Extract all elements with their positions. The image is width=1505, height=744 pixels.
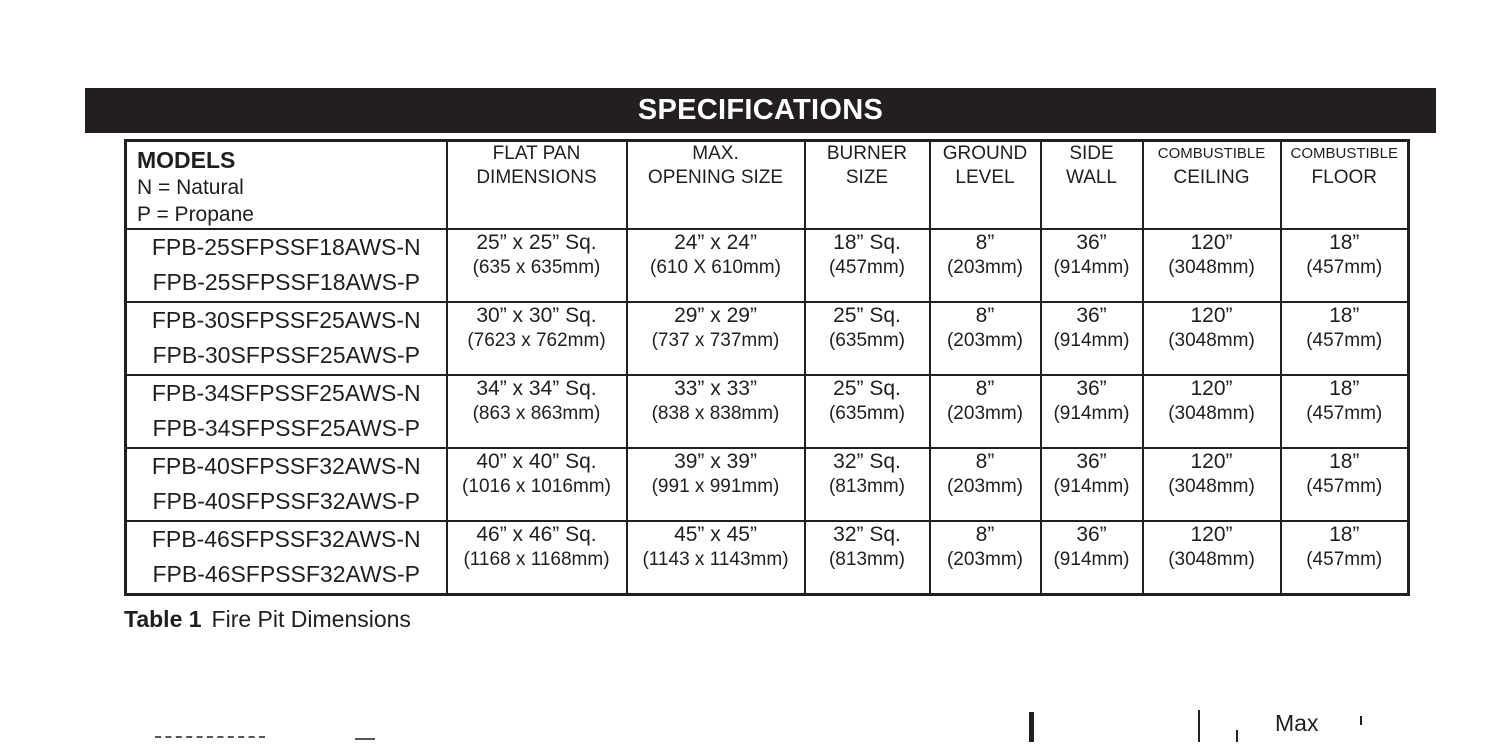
- cropped-text-fragment: [355, 738, 375, 744]
- cell-ground-level: [930, 375, 1041, 448]
- cell-flat-pan: [447, 229, 627, 302]
- cell-combustible-ceiling: [1143, 229, 1281, 302]
- cell-metric-value: (1016 x 1016mm): [462, 476, 611, 497]
- cell-flat-pan: [447, 302, 627, 375]
- cell-metric-value: (914mm): [1053, 403, 1130, 424]
- cell-metric-value: (838 x 838mm): [651, 403, 780, 424]
- model-propane: FPB-46SFPSSF32AWS-P: [152, 561, 421, 587]
- cell-opening-size: [627, 448, 805, 521]
- cell-imperial-value: 120”: [1190, 304, 1233, 327]
- cell-metric-value: (914mm): [1053, 330, 1130, 351]
- cell-side-wall: [1041, 448, 1143, 521]
- cell-metric-value: (457mm): [1306, 549, 1383, 570]
- cell-flat-pan: [447, 521, 627, 594]
- cell-imperial-value: 25” x 25” Sq.: [476, 231, 597, 254]
- column-header-line1: BURNER: [826, 143, 908, 164]
- models-header-title: MODELS: [137, 147, 236, 173]
- cell-ground-level: [930, 229, 1041, 302]
- cell-imperial-value: 24” x 24”: [674, 231, 757, 254]
- column-header-combustible-ceiling: [1143, 141, 1281, 230]
- cell-ground-level: [930, 521, 1041, 594]
- cell-burner-size: [805, 448, 930, 521]
- specifications-table: [124, 139, 1410, 596]
- model-cell: [126, 302, 447, 375]
- cell-metric-value: (1143 x 1143mm): [642, 549, 789, 570]
- cell-metric-value: (914mm): [1053, 476, 1130, 497]
- cell-metric-value: (635mm): [828, 403, 905, 424]
- cell-imperial-value: 25” Sq.: [833, 377, 901, 400]
- cell-imperial-value: 8”: [975, 231, 995, 254]
- model-natural: FPB-40SFPSSF32AWS-N: [151, 453, 421, 479]
- cell-metric-value: (3048mm): [1168, 549, 1255, 570]
- model-cell: [126, 448, 447, 521]
- cell-imperial-value: 40” x 40” Sq.: [476, 450, 597, 473]
- column-header-ground-level: [930, 141, 1041, 230]
- cell-metric-value: (7623 x 762mm): [467, 330, 606, 351]
- specifications-banner: [85, 88, 1436, 133]
- cell-opening-size: [627, 521, 805, 594]
- cell-side-wall: [1041, 375, 1143, 448]
- column-header-line1: COMBUSTIBLE: [1157, 145, 1266, 162]
- cell-imperial-value: 36”: [1076, 450, 1107, 473]
- cell-side-wall: [1041, 229, 1143, 302]
- cell-combustible-floor: [1281, 448, 1409, 521]
- cell-combustible-ceiling: [1143, 448, 1281, 521]
- cell-imperial-value: 36”: [1076, 231, 1107, 254]
- column-header-line2: CEILING: [1173, 167, 1250, 188]
- cell-metric-value: (457mm): [828, 257, 905, 278]
- cell-imperial-value: 25” Sq.: [833, 304, 901, 327]
- cell-metric-value: (457mm): [1306, 476, 1383, 497]
- cell-imperial-value: 120”: [1190, 523, 1233, 546]
- cell-ground-level: [930, 448, 1041, 521]
- cell-metric-value: (991 x 991mm): [651, 476, 780, 497]
- cell-metric-value: (457mm): [1306, 403, 1383, 424]
- model-natural: FPB-46SFPSSF32AWS-N: [151, 526, 421, 552]
- cell-combustible-floor: [1281, 375, 1409, 448]
- cell-metric-value: (203mm): [946, 403, 1023, 424]
- cell-imperial-value: 18”: [1329, 450, 1360, 473]
- column-header-line1: SIDE: [1069, 143, 1114, 164]
- table-caption-text: Fire Pit Dimensions: [211, 606, 411, 632]
- model-propane: FPB-34SFPSSF25AWS-P: [152, 415, 421, 441]
- cell-imperial-value: 18”: [1329, 523, 1360, 546]
- cell-flat-pan: [447, 375, 627, 448]
- model-propane: FPB-30SFPSSF25AWS-P: [152, 342, 421, 368]
- column-header-line1: COMBUSTIBLE: [1290, 145, 1399, 162]
- cell-metric-value: (635mm): [828, 330, 905, 351]
- column-header-line2: WALL: [1065, 167, 1118, 188]
- cell-imperial-value: 32” Sq.: [833, 450, 901, 473]
- cell-side-wall: [1041, 521, 1143, 594]
- column-header-flat-pan: [447, 141, 627, 230]
- cell-opening-size: [627, 302, 805, 375]
- table-caption: [124, 606, 411, 633]
- cell-combustible-ceiling: [1143, 375, 1281, 448]
- column-header-line2: FLOOR: [1311, 167, 1377, 188]
- cell-imperial-value: 18”: [1329, 304, 1360, 327]
- table-row: [126, 521, 1409, 594]
- model-natural: FPB-30SFPSSF25AWS-N: [151, 307, 421, 333]
- cell-metric-value: (203mm): [946, 330, 1023, 351]
- column-header-line1: FLAT PAN: [492, 143, 581, 164]
- cell-metric-value: (3048mm): [1168, 403, 1255, 424]
- models-header-natural: N = Natural: [137, 176, 244, 199]
- column-header-line1: MAX.: [692, 143, 739, 164]
- cell-imperial-value: 18”: [1329, 377, 1360, 400]
- cell-imperial-value: 120”: [1190, 231, 1233, 254]
- cell-imperial-value: 39” x 39”: [674, 450, 757, 473]
- cell-imperial-value: 8”: [975, 377, 995, 400]
- cell-imperial-value: 30” x 30” Sq.: [476, 304, 597, 327]
- column-header-opening-size: [627, 141, 805, 230]
- column-header-side-wall: [1041, 141, 1143, 230]
- model-natural: FPB-34SFPSSF25AWS-N: [151, 380, 421, 406]
- cell-imperial-value: 8”: [975, 304, 995, 327]
- models-header-propane: P = Propane: [137, 203, 254, 226]
- cell-imperial-value: 8”: [975, 450, 995, 473]
- cell-imperial-value: 33” x 33”: [674, 377, 757, 400]
- column-header-line1: GROUND: [942, 143, 1028, 164]
- cell-imperial-value: 36”: [1076, 523, 1107, 546]
- cell-combustible-floor: [1281, 521, 1409, 594]
- cell-burner-size: [805, 521, 930, 594]
- cell-imperial-value: 8”: [975, 523, 995, 546]
- cell-metric-value: (457mm): [1306, 330, 1383, 351]
- cell-imperial-value: 36”: [1076, 377, 1107, 400]
- cell-imperial-value: 45” x 45”: [674, 523, 757, 546]
- cell-metric-value: (610 X 610mm): [650, 257, 781, 278]
- cell-metric-value: (737 x 737mm): [651, 330, 780, 351]
- cell-metric-value: (813mm): [828, 549, 905, 570]
- model-propane: FPB-40SFPSSF32AWS-P: [152, 488, 421, 514]
- cell-burner-size: [805, 229, 930, 302]
- cell-metric-value: (3048mm): [1168, 257, 1255, 278]
- cell-imperial-value: 18”: [1329, 231, 1360, 254]
- model-natural: FPB-25SFPSSF18AWS-N: [151, 234, 421, 260]
- cell-flat-pan: [447, 448, 627, 521]
- cell-ground-level: [930, 302, 1041, 375]
- cell-metric-value: (203mm): [946, 549, 1023, 570]
- page-title: SPECIFICATIONS: [637, 94, 884, 126]
- cell-combustible-floor: [1281, 302, 1409, 375]
- cropped-max-label: Max: [1275, 710, 1319, 736]
- model-cell: [126, 229, 447, 302]
- column-header-line2: OPENING SIZE: [647, 167, 784, 188]
- cell-metric-value: (3048mm): [1168, 330, 1255, 351]
- cell-metric-value: (457mm): [1306, 257, 1383, 278]
- cell-burner-size: [805, 375, 930, 448]
- cell-opening-size: [627, 375, 805, 448]
- cell-opening-size: [627, 229, 805, 302]
- model-cell: [126, 521, 447, 594]
- cell-imperial-value: 46” x 46” Sq.: [476, 523, 597, 546]
- cell-metric-value: (914mm): [1053, 549, 1130, 570]
- table-header-row: [126, 141, 1409, 230]
- table-row: [126, 229, 1409, 302]
- cell-combustible-ceiling: [1143, 302, 1281, 375]
- cell-metric-value: (1168 x 1168mm): [463, 549, 610, 570]
- cell-metric-value: (863 x 863mm): [472, 403, 601, 424]
- cell-burner-size: [805, 302, 930, 375]
- column-header-line2: LEVEL: [955, 167, 1015, 188]
- cell-imperial-value: 32” Sq.: [833, 523, 901, 546]
- column-header-line2: DIMENSIONS: [476, 167, 597, 188]
- models-header: [126, 141, 447, 230]
- table-row: [126, 448, 1409, 521]
- table-row: [126, 375, 1409, 448]
- model-propane: FPB-25SFPSSF18AWS-P: [152, 269, 421, 295]
- cell-metric-value: (203mm): [946, 257, 1023, 278]
- table-row: [126, 302, 1409, 375]
- cell-metric-value: (813mm): [828, 476, 905, 497]
- table-caption-label: Table 1: [124, 606, 202, 632]
- cell-combustible-floor: [1281, 229, 1409, 302]
- cropped-text-fragment: [155, 736, 265, 744]
- cell-imperial-value: 29” x 29”: [674, 304, 757, 327]
- cell-imperial-value: 18” Sq.: [833, 231, 901, 254]
- cropped-rule: [1029, 712, 1034, 742]
- cropped-rule: [1236, 730, 1238, 742]
- cell-imperial-value: 120”: [1190, 450, 1233, 473]
- cell-imperial-value: 34” x 34” Sq.: [476, 377, 597, 400]
- column-header-burner-size: [805, 141, 930, 230]
- column-header-combustible-floor: [1281, 141, 1409, 230]
- cell-combustible-ceiling: [1143, 521, 1281, 594]
- cell-imperial-value: 120”: [1190, 377, 1233, 400]
- cell-imperial-value: 36”: [1076, 304, 1107, 327]
- cell-side-wall: [1041, 302, 1143, 375]
- column-header-line2: SIZE: [845, 167, 889, 188]
- cropped-rule: [1360, 716, 1362, 725]
- cropped-rule: [1198, 710, 1200, 742]
- cell-metric-value: (3048mm): [1168, 476, 1255, 497]
- cell-metric-value: (914mm): [1053, 257, 1130, 278]
- cell-metric-value: (635 x 635mm): [472, 257, 601, 278]
- cell-metric-value: (203mm): [946, 476, 1023, 497]
- model-cell: [126, 375, 447, 448]
